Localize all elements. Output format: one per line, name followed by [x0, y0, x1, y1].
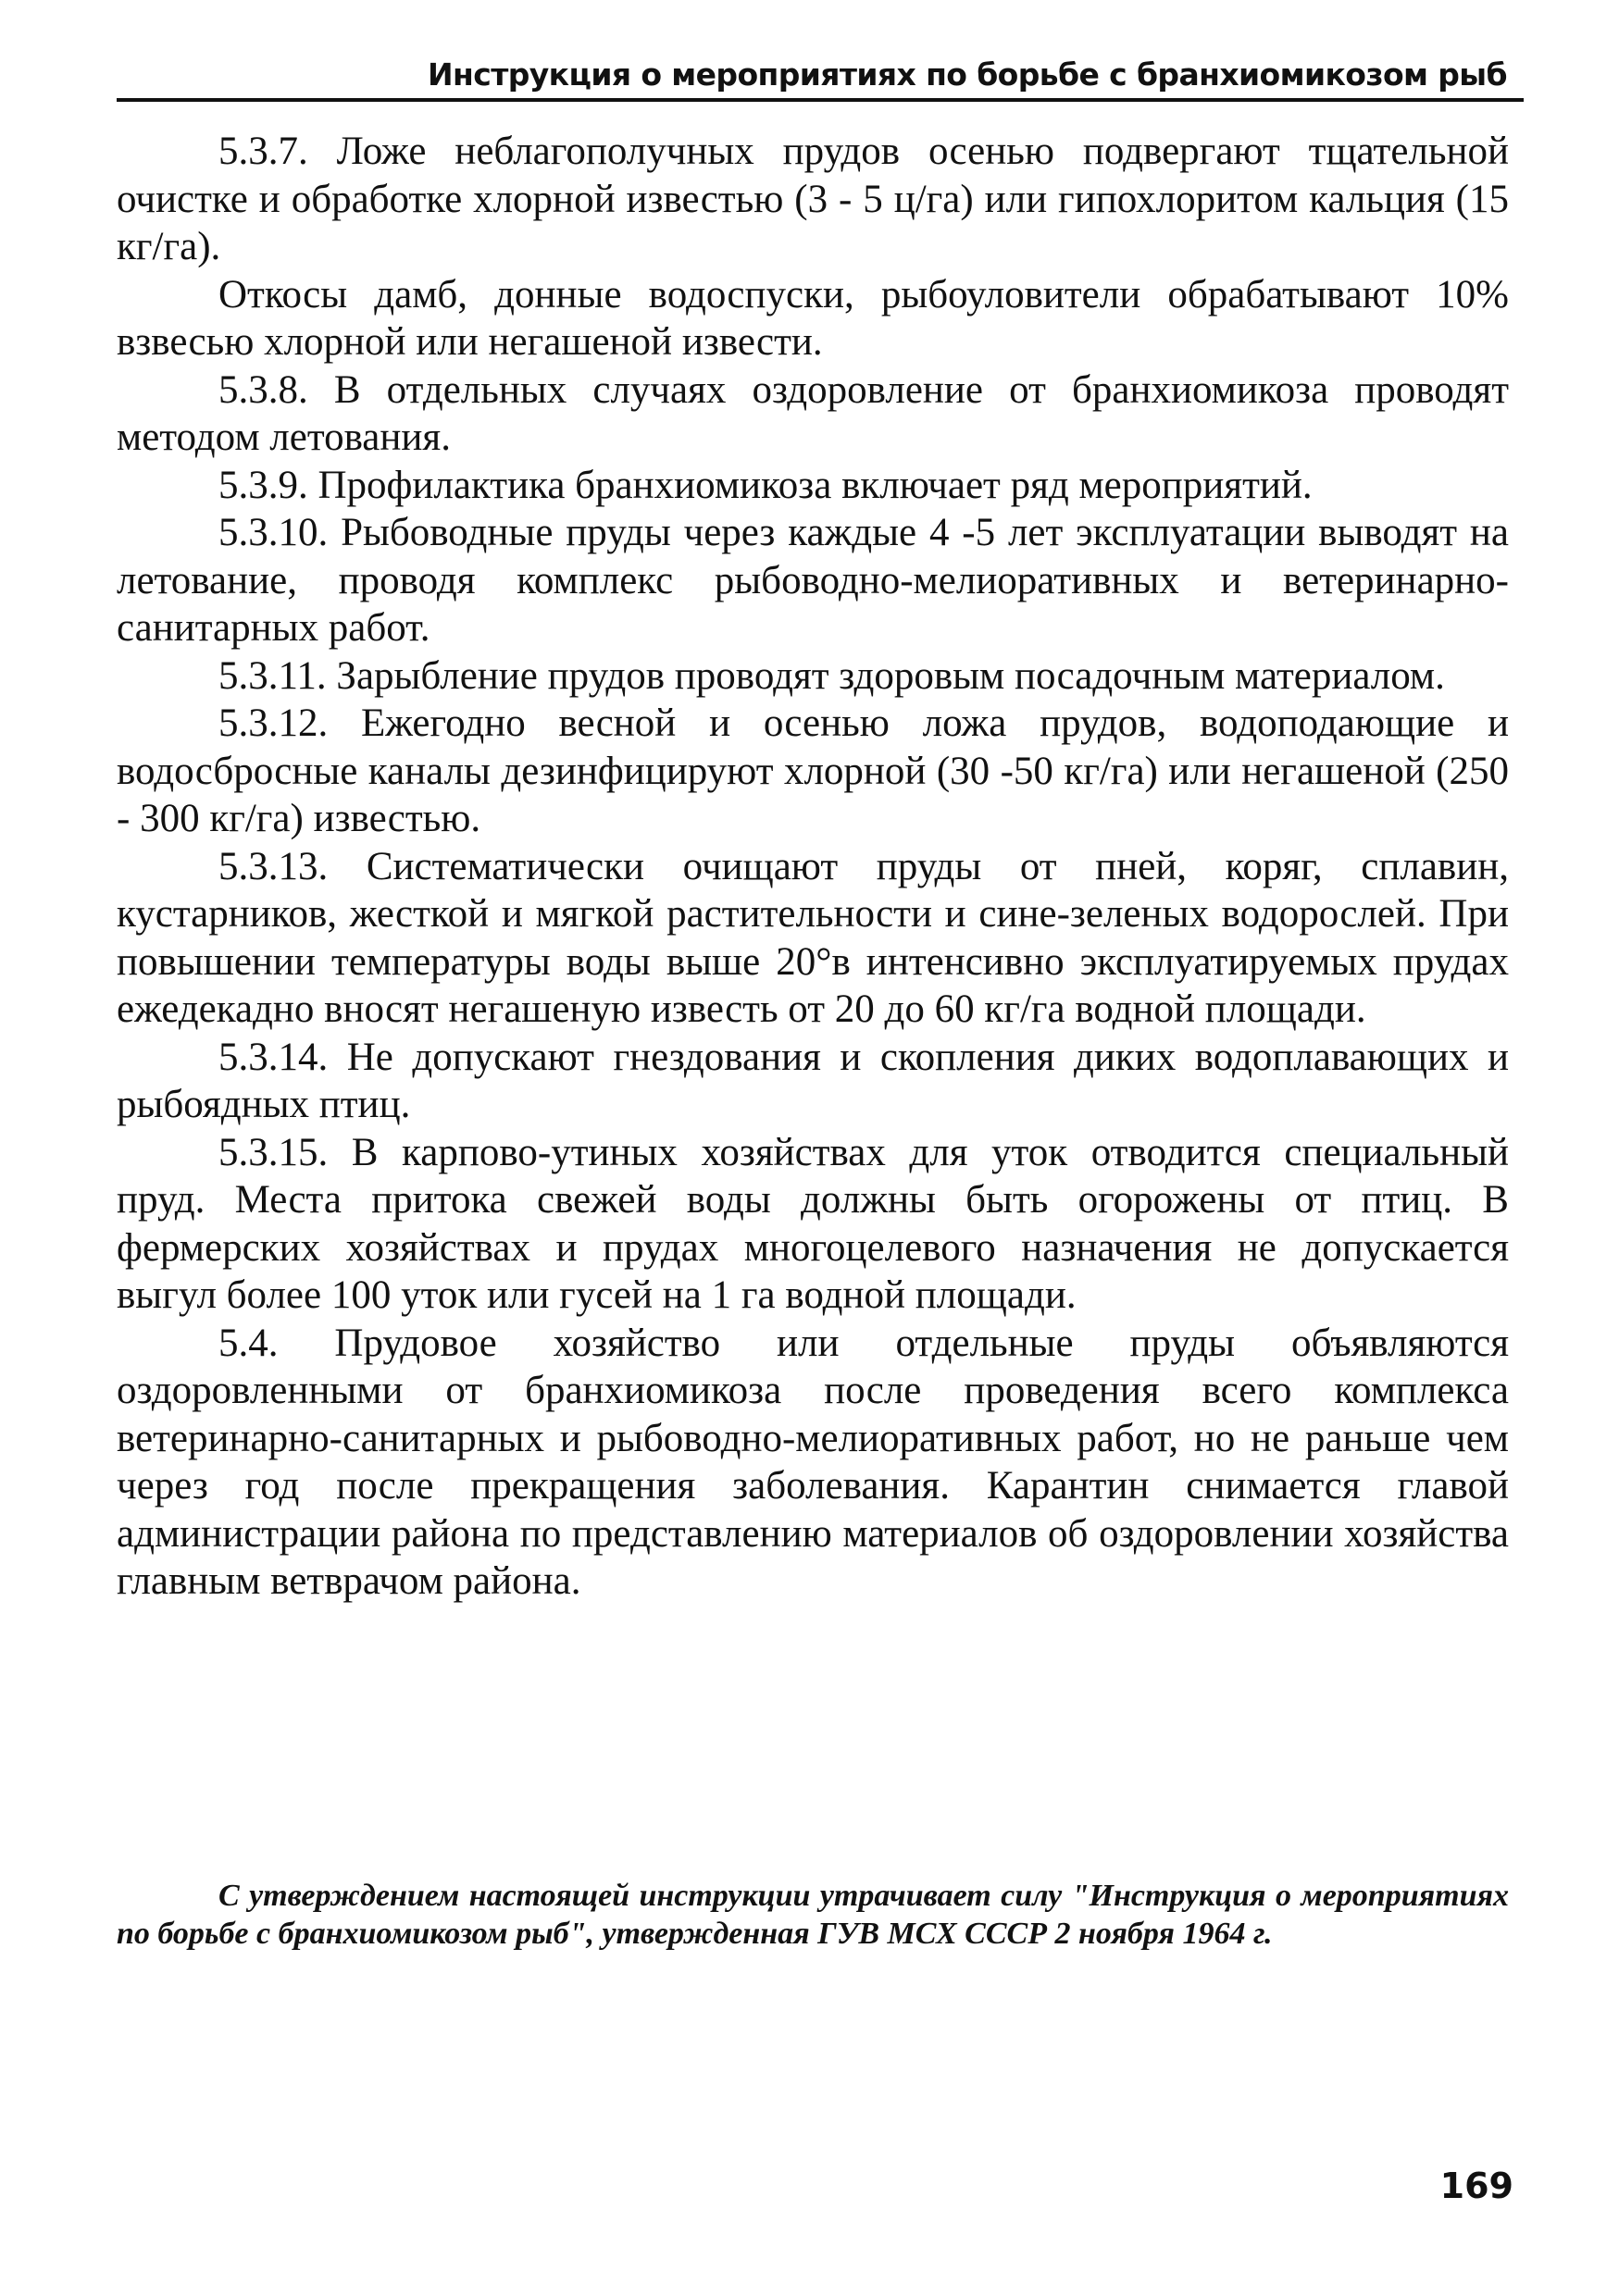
paragraph-5-3-14: 5.3.14. Не допускают гнездования и скопления диких водоплавающих и рыбоядных птиц. [117, 1035, 1509, 1126]
running-header [117, 44, 1524, 102]
running-header-title: Инструкция о мероприятиях по борьбе с бранхиомикозом рыб [428, 56, 1507, 93]
paragraph-5-3-15: 5.3.15. В карпово-утиных хозяйствах для уток отводится специальный пруд. Места притока свежей воды должны быть огорожены от птиц. В фермерских хозяйствах и прудах многоцелевого назначения не допускается выгул более 100 уток или гусей на 1 га водной площади. [117, 1130, 1509, 1317]
paragraph-5-3-12: 5.3.12. Ежегодно весной и осенью ложа прудов, водоподающие и водосбросные каналы дезинфицируют хлорной (30 -50 кг/га) или негашеной (250 - 300 кг/га) известью. [117, 701, 1509, 840]
paragraph-5-3-10: 5.3.10. Рыбоводные пруды через каждые 4 -5 лет эксплуатации выводят на летование, проводя комплекс рыбоводно-мелиоративных и ветеринарно-санитарных работ. [117, 511, 1509, 650]
paragraph-5-3-7: 5.3.7. Ложе неблагополучных прудов осенью подвергают тщательной очистке и обработке хлорной известью (3 - 5 ц/га) или гипохлоритом кальция (15 кг/га). [117, 130, 1509, 268]
page-number: 169 [1439, 2166, 1513, 2206]
body-text [117, 128, 1509, 1606]
paragraph-5-4: 5.4. Прудовое хозяйство или отдельные пруды объявляются оздоровленными от бранхиомикоза после проведения всего комплекса ветеринарно-санитарных и рыбоводно-мелиоративных работ, но не раньше чем через год после прекращения заболевания. Карантин снимается главой администрации района по представлению материалов об оздоровлении хозяйства главным ветврачом района. [117, 1321, 1509, 1603]
paragraph-5-3-8: 5.3.8. В отдельных случаях оздоровление от бранхиомикоза проводят методом летования. [117, 367, 1509, 459]
paragraph-dam-slopes: Откосы дамб, донные водоспуски, рыбоуловители обрабатывают 10% взвесью хлорной или негашеной извести. [117, 272, 1509, 364]
paragraph-5-3-11: 5.3.11. Зарыбление прудов проводят здоровым посадочным материалом. [218, 653, 1445, 698]
paragraph-5-3-13: 5.3.13. Систематически очищают пруды от пней, коряг, сплавин, кустарников, жесткой и мягкой растительности и сине-зеленых водорослей. При повышении температуры воды выше 20°в интенсивно эксплуатируемых прудах ежедекадно вносят негашеную известь от 20 до 60 кг/га водной площади. [117, 844, 1509, 1031]
paragraph-5-3-9: 5.3.9. Профилактика бранхиомикоза включает ряд мероприятий. [218, 463, 1313, 507]
footnote: С утверждением настоящей инструкции утрачивает силу "Инструкция о мероприятиях по борьбе с бранхиомикозом рыб", утвержденная ГУВ МСХ СССР 2 ноября 1964 г. [117, 1879, 1509, 1951]
